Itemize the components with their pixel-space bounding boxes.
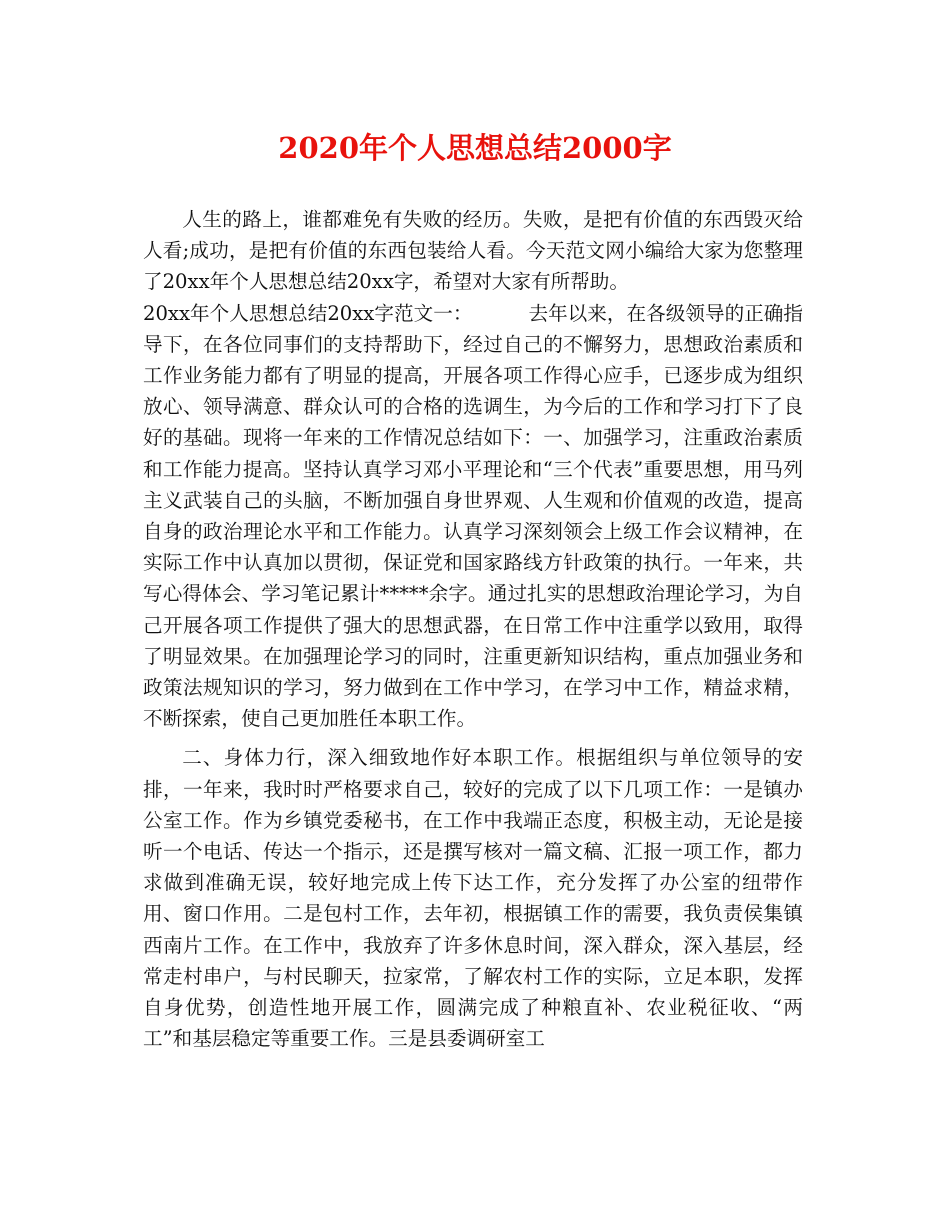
section-one-text: 去年以来，在各级领导的正确指导下，在各位同事们的支持帮助下，经过自己的不懈努力，思想政治素质和工作业务能力都有了明显的提高，开展各项工作得心应手，已逐步成为组织放心、领导满意、群众认可的合格的选调生，为今后的工作和学习打下了良好的基础。现将一年来的工作情况总结如下：一、加强学习，注重政治素质和工作能力提高。坚持认真学习邓小平理论和“三个代表”重要思想，用马列主义武装自己的头脑，不断加强自身世界观、人生观和价值观的改造，提高自身的政治理论水平和工作能力。认真学习深刻领会上级工作会议精神，在实际工作中认真加以贯彻，保证党和国家路线方针政策的执行。一年来，共写心得体会、学习笔记累计*****余字。通过扎实的思想政治理论学习，为自己开展各项工作提供了强大的思想武器，在日常工作中注重学以致用，取得了明显效果。在加强理论学习的同时，注重更新知识结构，重点加强业务和政策法规知识的学习，努力做到在工作中学习，在学习中工作，精益求精，不断探索，使自己更加胜任本职工作。 [143, 301, 803, 731]
intro-paragraph: 人生的路上，谁都难免有失败的经历。失败，是把有价值的东西毁灭给人看;成功，是把有价值的东西包装给人看。今天范文网小编给大家为您整理了20xx年个人思想总结20xx字，希望对大家有所帮助。 [143, 208, 803, 294]
section-one-paragraph [143, 298, 803, 735]
document-body [143, 204, 803, 1054]
section-one-heading: 20xx年个人思想总结20xx字范文一： [143, 301, 473, 325]
document-title: 2020年个人思想总结2000字 [278, 131, 672, 165]
section-two-paragraph: 二、身体力行，深入细致地作好本职工作。根据组织与单位领导的安排，一年来，我时时严格要求自己，较好的完成了以下几项工作：一是镇办公室工作。作为乡镇党委秘书，在工作中我端正态度，积极主动，无论是接听一个电话、传达一个指示，还是撰写核对一篇文稿、汇报一项工作，都力求做到准确无误，较好地完成上传下达工作，充分发挥了办公室的纽带作用、窗口作用。二是包村工作，去年初，根据镇工作的需要，我负责侯集镇西南片工作。在工作中，我放弃了许多休息时间，深入群众，深入基层，经常走村串户，与村民聊天，拉家常，了解农村工作的实际，立足本职，发挥自身优势，创造性地开展工作，圆满完成了种粮直补、农业税征收、“两工”和基层稳定等重要工作。三是县委调研室工 [143, 746, 803, 1051]
